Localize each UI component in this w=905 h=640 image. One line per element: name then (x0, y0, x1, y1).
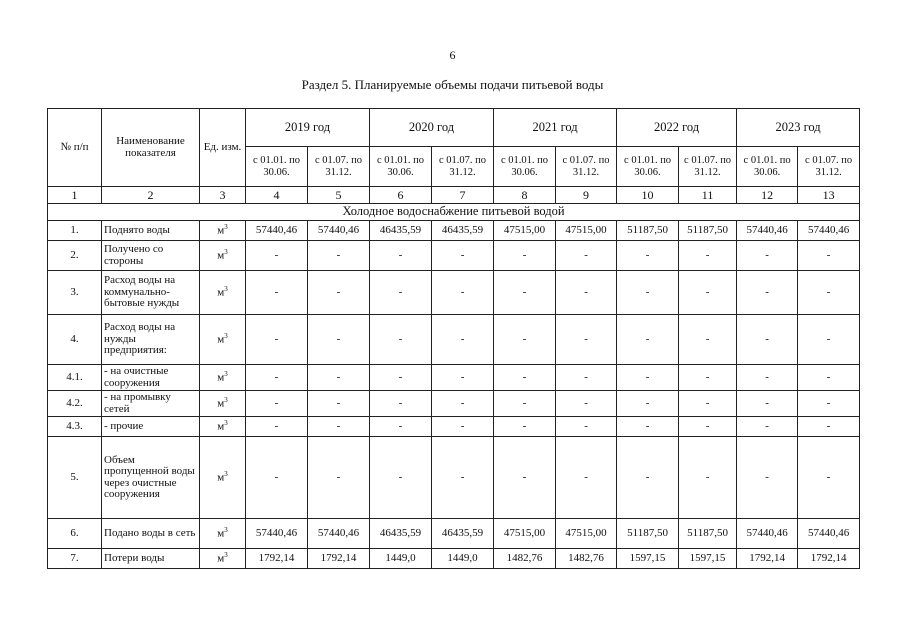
header-period-first: с 01.01. по 30.06. (246, 147, 308, 187)
row-value: - (494, 241, 556, 271)
row-value: - (432, 391, 494, 417)
header-period-second: с 01.07. по 31.12. (556, 147, 617, 187)
row-value: - (246, 271, 308, 315)
row-value: - (798, 315, 860, 365)
column-number: 6 (370, 187, 432, 204)
table-row (48, 437, 860, 519)
row-value: 47515,00 (494, 221, 556, 241)
row-number: 4.1. (48, 365, 102, 391)
column-number-row (48, 187, 860, 204)
row-name: Расход воды на нужды предприятия: (102, 315, 200, 365)
row-value: - (556, 391, 617, 417)
row-number: 3. (48, 271, 102, 315)
row-value: - (432, 241, 494, 271)
row-value: - (246, 241, 308, 271)
row-value: - (737, 365, 798, 391)
section-title: Раздел 5. Планируемые объемы подачи питьевой воды (301, 77, 604, 92)
row-value: - (246, 391, 308, 417)
row-value: - (556, 241, 617, 271)
table-row (48, 221, 860, 241)
unit-exponent: 3 (224, 396, 228, 405)
row-unit (200, 315, 246, 365)
table-row (48, 391, 860, 417)
header-year-2022: 2022 год (617, 109, 737, 147)
row-name: - прочие (102, 417, 200, 437)
unit-exponent: 3 (224, 369, 228, 378)
row-value: - (246, 437, 308, 519)
row-value: - (308, 437, 370, 519)
row-unit (200, 241, 246, 271)
row-number: 4.2. (48, 391, 102, 417)
unit-base: м (217, 552, 225, 565)
row-value: 1792,14 (308, 549, 370, 569)
column-number: 9 (556, 187, 617, 204)
row-number: 4. (48, 315, 102, 365)
row-value: 1449,0 (432, 549, 494, 569)
row-value: - (617, 315, 679, 365)
row-value: 1792,14 (737, 549, 798, 569)
row-value: - (370, 417, 432, 437)
row-value: - (370, 271, 432, 315)
row-value: - (737, 241, 798, 271)
row-value: - (798, 391, 860, 417)
row-value: 57440,46 (246, 519, 308, 549)
unit-exponent: 3 (224, 331, 228, 340)
row-value: - (246, 417, 308, 437)
row-value: - (556, 437, 617, 519)
row-value: - (798, 365, 860, 391)
header-period-second: с 01.07. по 31.12. (432, 147, 494, 187)
row-name: Подано воды в сеть (102, 519, 200, 549)
row-number: 6. (48, 519, 102, 549)
row-value: 1597,15 (617, 549, 679, 569)
row-value: - (679, 315, 737, 365)
unit-base: м (217, 471, 225, 484)
row-value: - (617, 437, 679, 519)
row-value: 47515,00 (494, 519, 556, 549)
header-year-2020: 2020 год (370, 109, 494, 147)
row-value: 1449,0 (370, 549, 432, 569)
row-value: - (617, 271, 679, 315)
header-period-second: с 01.07. по 31.12. (308, 147, 370, 187)
row-value: 51187,50 (679, 221, 737, 241)
row-value: - (798, 241, 860, 271)
column-number: 12 (737, 187, 798, 204)
row-value: 47515,00 (556, 221, 617, 241)
row-value: - (617, 365, 679, 391)
row-value: - (308, 271, 370, 315)
row-value: - (308, 365, 370, 391)
column-number: 4 (246, 187, 308, 204)
row-value: - (617, 417, 679, 437)
table-row (48, 417, 860, 437)
column-number: 8 (494, 187, 556, 204)
row-value: - (679, 437, 737, 519)
row-value: - (798, 417, 860, 437)
row-value: - (556, 365, 617, 391)
row-name: Получено со стороны (102, 241, 200, 271)
unit-base: м (217, 371, 225, 384)
row-unit (200, 519, 246, 549)
row-value: 57440,46 (308, 221, 370, 241)
row-value: - (798, 271, 860, 315)
row-value: - (737, 271, 798, 315)
row-value: - (737, 391, 798, 417)
row-value: 57440,46 (737, 519, 798, 549)
unit-base: м (217, 420, 225, 433)
unit-exponent: 3 (224, 526, 228, 535)
row-value: - (308, 417, 370, 437)
row-value: - (432, 271, 494, 315)
header-period-second: с 01.07. по 31.12. (798, 147, 860, 187)
row-value: - (246, 315, 308, 365)
row-value: 51187,50 (679, 519, 737, 549)
row-value: 57440,46 (798, 221, 860, 241)
row-value: 57440,46 (737, 221, 798, 241)
row-value: - (370, 241, 432, 271)
row-value: 1597,15 (679, 549, 737, 569)
column-number: 2 (102, 187, 200, 204)
row-value: - (494, 315, 556, 365)
row-value: - (370, 315, 432, 365)
row-value: - (370, 365, 432, 391)
group-row (48, 204, 860, 221)
column-number: 3 (200, 187, 246, 204)
row-number: 1. (48, 221, 102, 241)
table-row (48, 271, 860, 315)
header-period-first: с 01.01. по 30.06. (370, 147, 432, 187)
unit-base: м (217, 527, 225, 540)
row-unit (200, 391, 246, 417)
row-value: 46435,59 (432, 519, 494, 549)
row-value: - (308, 391, 370, 417)
unit-exponent: 3 (224, 247, 228, 256)
row-value: 51187,50 (617, 221, 679, 241)
row-value: 46435,59 (370, 221, 432, 241)
row-number: 5. (48, 437, 102, 519)
unit-exponent: 3 (224, 284, 228, 293)
row-value: 57440,46 (246, 221, 308, 241)
row-name: - на промывку сетей (102, 391, 200, 417)
header-year-2019: 2019 год (246, 109, 370, 147)
row-value: - (432, 315, 494, 365)
row-value: - (617, 241, 679, 271)
row-value: - (494, 271, 556, 315)
row-value: 57440,46 (308, 519, 370, 549)
unit-exponent: 3 (224, 419, 228, 428)
row-name: Поднято воды (102, 221, 200, 241)
row-value: 1792,14 (798, 549, 860, 569)
row-value: - (308, 315, 370, 365)
row-name: - на очистные сооружения (102, 365, 200, 391)
row-value: 47515,00 (556, 519, 617, 549)
row-name: Потери воды (102, 549, 200, 569)
row-value: - (246, 365, 308, 391)
table-row (48, 549, 860, 569)
unit-exponent: 3 (224, 222, 228, 231)
row-value: 46435,59 (432, 221, 494, 241)
row-name: Расход воды на коммунально-бытовые нужды (102, 271, 200, 315)
column-number: 13 (798, 187, 860, 204)
row-value: - (737, 315, 798, 365)
unit-base: м (217, 286, 225, 299)
unit-base: м (217, 397, 225, 410)
header-year-2023: 2023 год (737, 109, 860, 147)
row-unit (200, 365, 246, 391)
row-value: - (494, 365, 556, 391)
row-unit (200, 437, 246, 519)
row-value: - (432, 437, 494, 519)
row-value: - (737, 437, 798, 519)
unit-base: м (217, 333, 225, 346)
row-value: - (679, 241, 737, 271)
page-number: 6 (449, 48, 456, 62)
row-value: - (494, 417, 556, 437)
row-value: - (798, 437, 860, 519)
row-value: 46435,59 (370, 519, 432, 549)
row-value: - (494, 437, 556, 519)
row-value: - (737, 417, 798, 437)
table-row (48, 315, 860, 365)
row-number: 4.3. (48, 417, 102, 437)
unit-base: м (217, 224, 225, 237)
column-number: 5 (308, 187, 370, 204)
header-period-first: с 01.01. по 30.06. (737, 147, 798, 187)
table-row (48, 365, 860, 391)
unit-exponent: 3 (224, 470, 228, 479)
water-supply-table (47, 108, 860, 569)
row-unit (200, 221, 246, 241)
row-number: 7. (48, 549, 102, 569)
row-value: 1482,76 (494, 549, 556, 569)
row-value: - (679, 365, 737, 391)
row-value: 1792,14 (246, 549, 308, 569)
column-number: 11 (679, 187, 737, 204)
row-unit (200, 271, 246, 315)
row-value: - (432, 365, 494, 391)
row-value: - (679, 391, 737, 417)
row-value: - (494, 391, 556, 417)
column-number: 1 (48, 187, 102, 204)
row-value: - (308, 241, 370, 271)
table-row (48, 519, 860, 549)
row-value: 51187,50 (617, 519, 679, 549)
header-unit: Ед. изм. (200, 109, 246, 187)
header-name: Наименование показателя (102, 109, 200, 187)
header-period-second: с 01.07. по 31.12. (679, 147, 737, 187)
row-value: - (370, 391, 432, 417)
row-value: - (432, 417, 494, 437)
row-value: - (679, 271, 737, 315)
column-number: 7 (432, 187, 494, 204)
row-value: 57440,46 (798, 519, 860, 549)
row-unit (200, 549, 246, 569)
row-number: 2. (48, 241, 102, 271)
row-unit (200, 417, 246, 437)
row-value: - (556, 417, 617, 437)
row-value: - (556, 271, 617, 315)
table-row (48, 241, 860, 271)
row-value: 1482,76 (556, 549, 617, 569)
unit-exponent: 3 (224, 551, 228, 560)
group-title: Холодное водоснабжение питьевой водой (48, 204, 860, 221)
row-value: - (370, 437, 432, 519)
row-name: Объем пропущенной воды через очистные сооружения (102, 437, 200, 519)
row-value: - (556, 315, 617, 365)
column-number: 10 (617, 187, 679, 204)
header-period-first: с 01.01. по 30.06. (494, 147, 556, 187)
row-value: - (617, 391, 679, 417)
header-num: № п/п (48, 109, 102, 187)
unit-base: м (217, 249, 225, 262)
row-value: - (679, 417, 737, 437)
header-year-2021: 2021 год (494, 109, 617, 147)
header-period-first: с 01.01. по 30.06. (617, 147, 679, 187)
